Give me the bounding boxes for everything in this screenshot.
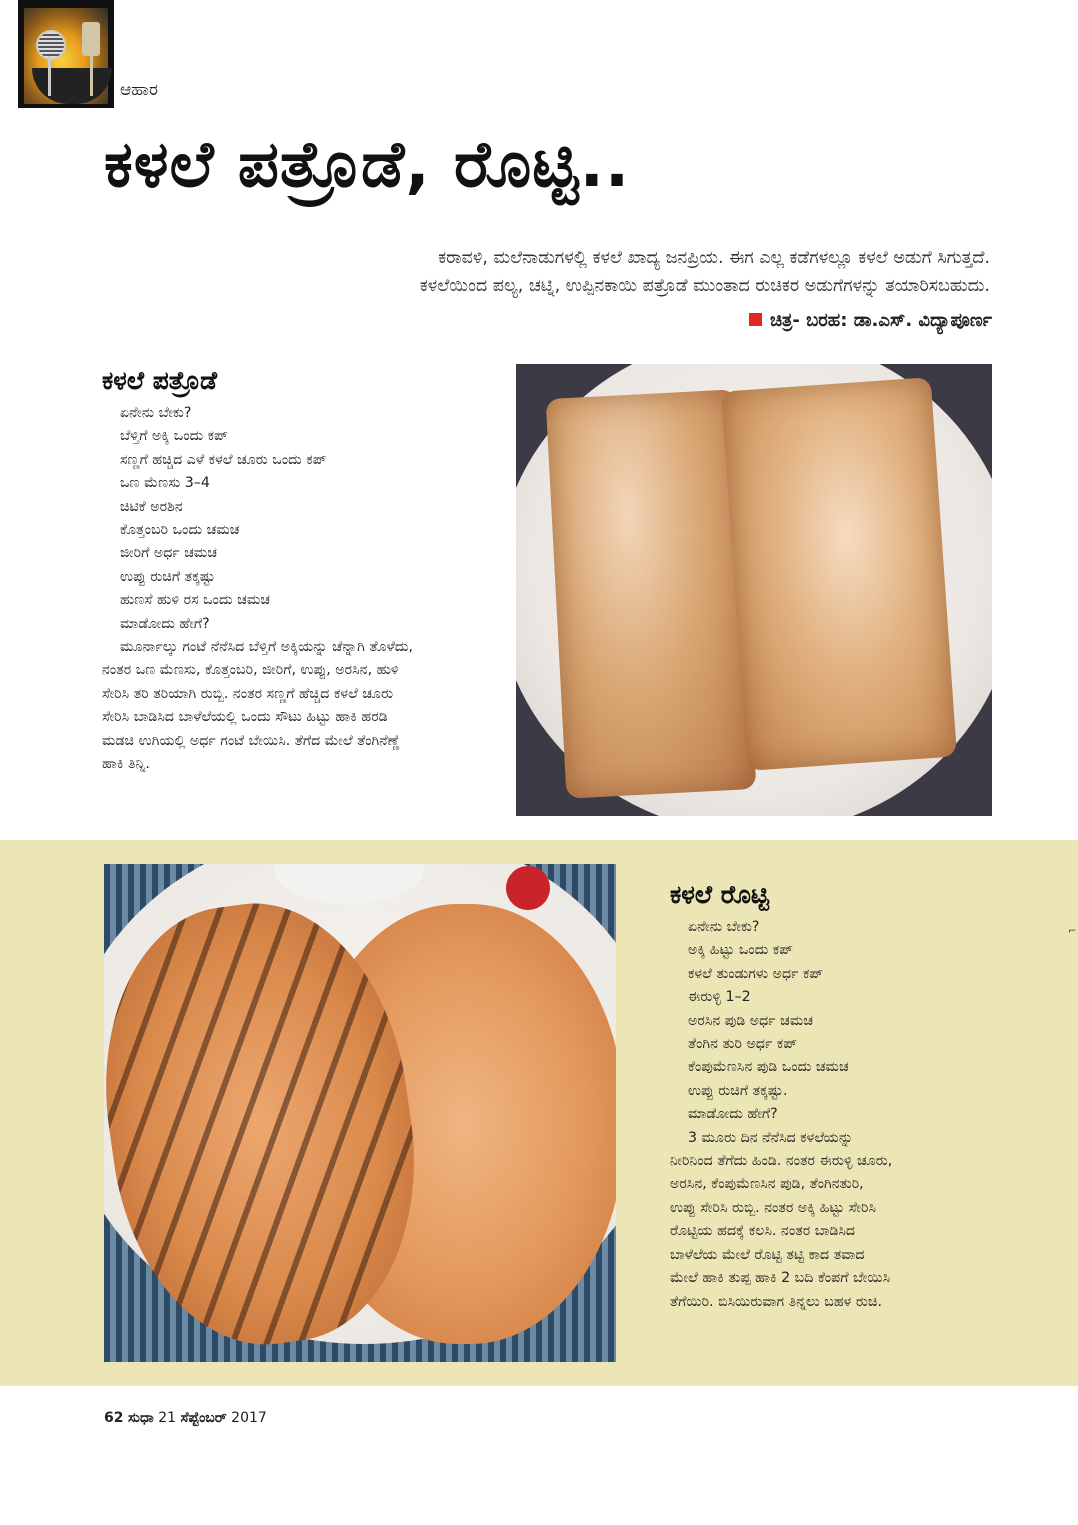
recipe2-body (670, 916, 990, 1314)
recipe1-body (102, 402, 502, 777)
patrode-piece (721, 377, 957, 771)
ingredient-item: ಕಳಲೆ ತುಂಡುಗಳು ಅರ್ಧ ಕಪ್ (688, 965, 824, 982)
magazine-name: ಸುಧಾ (127, 1410, 154, 1426)
what-needed-heading: ಏನೇನು ಬೇಕು? (688, 919, 760, 935)
method-line: ನಂತರ ಒಣ ಮೆಣಸು, ಕೊತ್ತಂಬರಿ, ಜೀರಿಗೆ, ಉಪ್ಪು, ಅರಸಿನ, ಹುಳಿ (102, 662, 399, 679)
ingredient-item: ಉಪ್ಪು ರುಚಿಗೆ ತಕ್ಕಷ್ಟು (120, 568, 216, 585)
recipe2-title: ಕಳಲೆ ರೊಟ್ಟಿ (670, 880, 770, 909)
recipe1-title: ಕಳಲೆ ಪತ್ರೊಡೆ (102, 366, 217, 395)
ingredient-item: ಒಣ ಮೆಣಸು 3–4 (120, 475, 210, 492)
ingredient-item: ಬೆಳ್ತಿಗೆ ಅಕ್ಕಿ ಒಂದು ಕಪ್ (120, 428, 228, 445)
method-line: ಅರಸಿನ, ಕೆಂಪುಮೆಣಸಿನ ಪುಡಿ, ತೆಂಗಿನತುರಿ, (670, 1176, 864, 1193)
ingredient-item: ಚಿಟಿಕೆ ಅರಶಿನ (120, 498, 183, 515)
ingredient-item: ಈರುಳ್ಳಿ 1–2 (688, 989, 751, 1006)
method-line: ಹಾಕಿ ತಿನ್ನಿ. (102, 756, 150, 773)
what-needed-heading: ಏನೇನು ಬೇಕು? (120, 405, 192, 421)
plate-dot (506, 866, 550, 910)
byline-text: ಚಿತ್ರ- ಬರಹ: ಡಾ.ಎಸ್. ವಿದ್ಯಾಪೂರ್ಣ (769, 310, 992, 331)
how-to-heading: ಮಾಡೋದು ಹೇಗೆ? (120, 615, 210, 632)
method-line: ಮೂರ್ನಾಲ್ಕು ಗಂಟೆ ನೆನೆಸಿದ ಬೆಳ್ತಿಗೆ ಅಕ್ಕಿಯನ್ನು ಚೆನ್ನಾಗಿ ತೊಳೆದು, (120, 639, 414, 656)
ingredient-item: ಹುಣಸೆ ಹುಳಿ ರಸ ಒಂದು ಚಮಚ (120, 592, 271, 609)
cooking-utensils-icon (24, 8, 108, 104)
ingredient-item: ಕೆಂಪುಮೆಣಸಿನ ಪುಡಿ ಒಂದು ಚಮಚ (688, 1059, 849, 1076)
how-to-heading: ಮಾಡೋದು ಹೇಗೆ? (688, 1106, 778, 1123)
issue-year: 2017 (231, 1410, 267, 1426)
byline (600, 310, 992, 331)
ingredient-item: ಜೀರಿಗೆ ಅರ್ಧ ಚಮಚ (120, 545, 218, 562)
intro-text (200, 244, 990, 300)
ingredient-item: ಸಣ್ಣಗೆ ಹಚ್ಚಿದ ಎಳೆ ಕಳಲೆ ಚೂರು ಒಂದು ಕಪ್ (120, 451, 327, 468)
page-title: ಕಳಲೆ ಪತ್ರೊಡೆ, ರೊಟ್ಟಿ.. (104, 128, 631, 202)
section-logo (18, 0, 114, 108)
section-label: ಆಹಾರ (120, 80, 158, 100)
ingredient-item: ಉಪ್ಪು ರುಚಿಗೆ ತಕ್ಕಷ್ಟು. (688, 1082, 788, 1099)
ingredient-item: ಅಕ್ಕಿ ಹಿಟ್ಟು ಒಂದು ಕಪ್ (688, 942, 793, 959)
method-line: ರೊಟ್ಟಿಯ ಹದಕ್ಕೆ ಕಲಸಿ. ನಂತರ ಬಾಡಿಸಿದ (670, 1223, 856, 1240)
method-line: ಮಡಚಿ ಉಗಿಯಲ್ಲಿ ಅರ್ಧ ಗಂಟೆ ಬೇಯಿಸಿ. ತೆಗೆದ ಮೇಲೆ ತೆಂಗಿನೆಣ್ಣೆ (102, 732, 401, 749)
method-line: ಸೇರಿಸಿ ತರಿ ತರಿಯಾಗಿ ರುಬ್ಬಿ. ನಂತರ ಸಣ್ಣಗೆ ಹೆಚ್ಚಿದ ಕಳಲೆ ಚೂರು (102, 685, 394, 702)
margin-mark: ⌐ (1068, 926, 1077, 937)
page-number: 62 (104, 1410, 124, 1426)
method-line: ನೀರಿನಿಂದ ತೆಗೆದು ಹಿಂಡಿ. ನಂತರ ಈರುಳ್ಳಿ ಚೂರು, (670, 1153, 893, 1170)
rotti-photo (104, 864, 616, 1362)
method-line: ಬಾಳೆಲೆಯ ಮೇಲೆ ರೊಟ್ಟಿ ತಟ್ಟಿ ಕಾದ ತವಾದ (670, 1246, 865, 1263)
patrode-photo (516, 364, 992, 816)
method-line: ಉಪ್ಪು ಸೇರಿಸಿ ರುಬ್ಬಿ. ನಂತರ ಅಕ್ಕಿ ಹಿಟ್ಟು ಸೇರಿಸಿ (670, 1199, 877, 1216)
method-line: ಮೇಲೆ ಹಾಕಿ ತುಪ್ಪ ಹಾಕಿ 2 ಬದಿ ಕೆಂಪಗೆ ಬೇಯಿಸಿ (670, 1270, 891, 1287)
intro-line: ಕಳಲೆಯಿಂದ ಪಲ್ಯ, ಚಟ್ನಿ, ಉಪ್ಪಿನಕಾಯಿ ಪತ್ರೊಡೆ ಮುಂತಾದ ರುಚಿಕರ ಅಡುಗೆಗಳನ್ನು ತಯಾರಿಸಬಹುದು. (419, 276, 990, 296)
method-line: ತೆಗೆಯಿರಿ. ಬಿಸಿಯಿರುವಾಗ ತಿನ್ನಲು ಬಹಳ ರುಚಿ. (670, 1293, 882, 1310)
ingredient-item: ತೆಂಗಿನ ತುರಿ ಅರ್ಧ ಕಪ್ (688, 1036, 798, 1053)
page-footer (104, 1410, 267, 1426)
issue-month: ಸೆಪ್ಟೆಂಬರ್ (180, 1410, 227, 1426)
intro-line: ಕರಾವಳಿ, ಮಲೆನಾಡುಗಳಲ್ಲಿ ಕಳಲೆ ಖಾದ್ಯ ಜನಪ್ರಿಯ. ಈಗ ಎಲ್ಲ ಕಡೆಗಳಲ್ಲೂ ಕಳಲೆ ಅಡುಗೆ ಸಿಗುತ್ತದೆ. (438, 248, 990, 268)
ingredient-item: ಅರಸಿನ ಪುಡಿ ಅರ್ಧ ಚಮಚ (688, 1012, 814, 1029)
red-square-icon (749, 313, 762, 326)
method-line: 3 ಮೂರು ದಿನ ನೆನೆಸಿದ ಕಳಲೆಯನ್ನು (688, 1129, 854, 1146)
method-line: ಸೇರಿಸಿ ಬಾಡಿಸಿದ ಬಾಳೆಲೆಯಲ್ಲಿ ಒಂದು ಸೌಟು ಹಿಟ್ಟು ಹಾಕಿ ಹರಡಿ (102, 709, 388, 726)
ingredient-item: ಕೊತ್ತಂಬರಿ ಒಂದು ಚಮಚ (120, 522, 240, 539)
issue-day: 21 (158, 1410, 177, 1426)
